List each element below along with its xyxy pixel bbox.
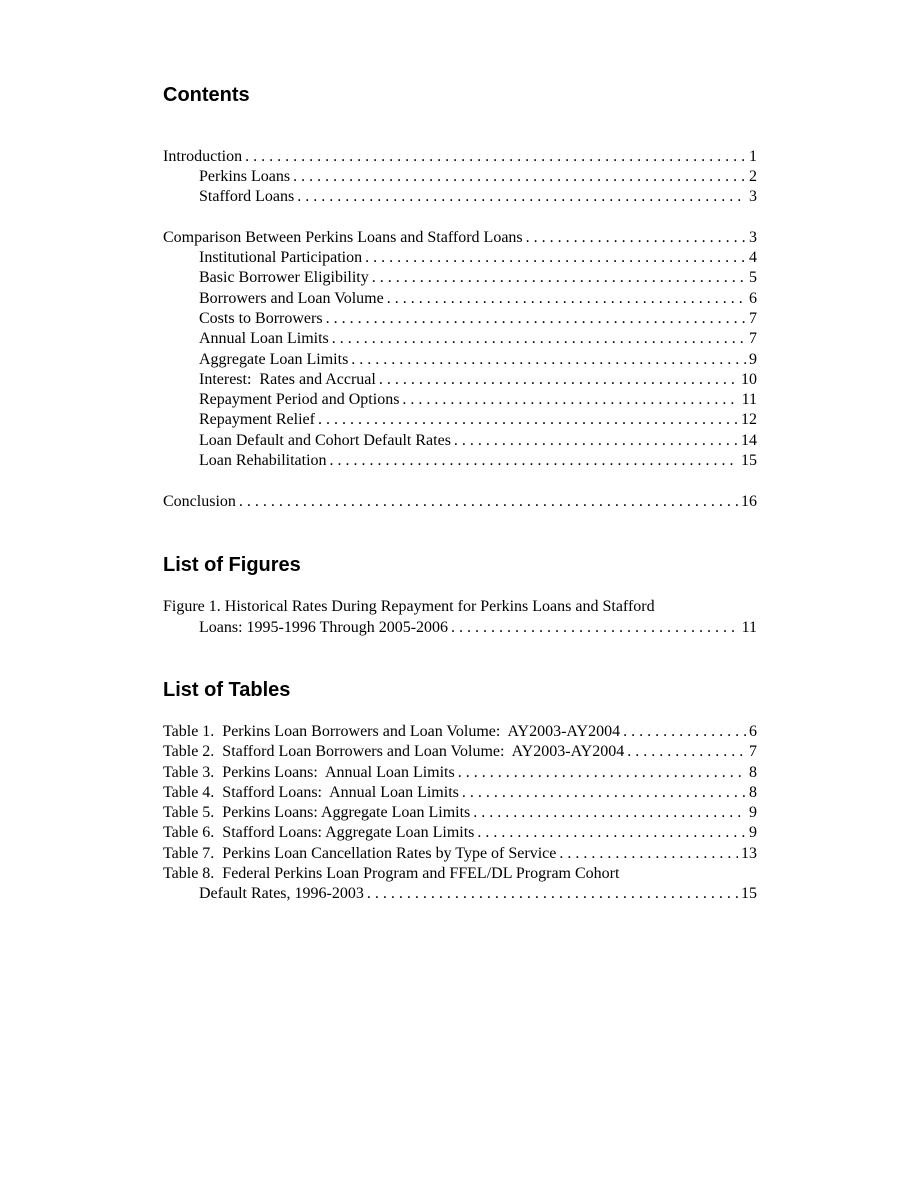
dot-leader — [627, 742, 746, 762]
table-entry-page: 8 — [749, 784, 757, 801]
toc-entry-label: Perkins Loans — [199, 168, 291, 185]
table-entry[interactable] — [199, 884, 757, 904]
toc-entry-label: Institutional Participation — [199, 249, 363, 266]
figure-entry-page: 11 — [741, 619, 757, 636]
toc-entry-page: 5 — [749, 269, 757, 286]
toc-entry[interactable] — [199, 451, 757, 471]
toc-entry-label: Interest: Rates and Accrual — [199, 371, 376, 388]
toc-entry[interactable] — [199, 431, 757, 451]
table-entry-page: 7 — [749, 743, 757, 760]
toc-entry[interactable] — [199, 370, 757, 390]
toc-entry-label: Basic Borrower Eligibility — [199, 269, 369, 286]
figures-heading: List of Figures — [163, 554, 301, 576]
toc-entry-page: 11 — [741, 391, 757, 408]
table-entry-page: 15 — [741, 885, 757, 902]
toc-entry-label: Aggregate Loan Limits — [199, 351, 349, 368]
toc-entry[interactable] — [199, 248, 757, 268]
table-entry[interactable] — [163, 722, 757, 742]
table-entry[interactable] — [163, 844, 757, 864]
toc-entry-page: 4 — [749, 249, 757, 266]
table-entry-label: Default Rates, 1996-2003 — [199, 885, 364, 902]
dot-leader — [402, 390, 738, 410]
toc-entry-page: 14 — [741, 432, 757, 449]
toc-entry[interactable] — [163, 492, 757, 512]
dot-leader — [365, 248, 746, 268]
dot-leader — [387, 289, 746, 309]
dot-leader — [462, 783, 746, 803]
table-entry-label: Table 3. Perkins Loans: Annual Loan Limits — [163, 764, 455, 781]
dot-leader — [367, 884, 738, 904]
toc-entry-label: Conclusion — [163, 493, 236, 510]
figure-entry-label: Loans: 1995-1996 Through 2005-2006 — [199, 619, 449, 636]
dot-leader — [372, 268, 746, 288]
toc-entry-label: Loan Default and Cohort Default Rates — [199, 432, 451, 449]
toc-entry-label: Borrowers and Loan Volume — [199, 290, 384, 307]
table-entry[interactable] — [163, 763, 757, 783]
dot-leader — [330, 451, 738, 471]
table-entry-label: Table 7. Perkins Loan Cancellation Rates by Type of Service — [163, 845, 557, 862]
table-entry-label: Table 2. Stafford Loan Borrowers and Loan Volume: AY2003-AY2004 — [163, 743, 625, 760]
table-entry[interactable] — [163, 783, 757, 803]
toc-entry-page: 2 — [749, 168, 757, 185]
table-entry-page: 9 — [749, 804, 757, 821]
dot-leader — [326, 309, 746, 329]
dot-leader — [245, 147, 746, 167]
toc-entry[interactable] — [199, 410, 757, 430]
figure-entry-line1[interactable]: Figure 1. Historical Rates During Repayment for Perkins Loans and Stafford — [163, 598, 655, 615]
toc-entry-label: Stafford Loans — [199, 188, 295, 205]
contents-heading: Contents — [163, 84, 250, 106]
toc-entry[interactable] — [199, 268, 757, 288]
dot-leader — [559, 844, 738, 864]
toc-entry-page: 12 — [741, 411, 757, 428]
dot-leader — [297, 187, 746, 207]
dot-leader — [526, 228, 746, 248]
dot-leader — [451, 618, 739, 638]
toc-entry[interactable] — [199, 390, 757, 410]
toc-entry-label: Loan Rehabilitation — [199, 452, 327, 469]
toc-entry-page: 16 — [741, 493, 757, 510]
table-entry[interactable] — [163, 742, 757, 762]
table-entry-page: 6 — [749, 723, 757, 740]
toc-entry-page: 7 — [749, 310, 757, 327]
toc-entry-label: Comparison Between Perkins Loans and Stafford Loans — [163, 229, 523, 246]
toc-entry-label: Annual Loan Limits — [199, 330, 329, 347]
toc-entry[interactable] — [199, 309, 757, 329]
toc-entry-page: 1 — [749, 148, 757, 165]
table-entry-line1[interactable]: Table 8. Federal Perkins Loan Program and FFEL/DL Program Cohort — [163, 865, 620, 882]
dot-leader — [293, 167, 746, 187]
toc-entry-label: Repayment Relief — [199, 411, 315, 428]
table-entry-label: Table 5. Perkins Loans: Aggregate Loan Limits — [163, 804, 471, 821]
toc-entry[interactable] — [199, 350, 757, 370]
toc-entry[interactable] — [199, 289, 757, 309]
toc-entry[interactable] — [199, 167, 757, 187]
dot-leader — [458, 763, 746, 783]
dot-leader — [379, 370, 738, 390]
table-entry[interactable] — [163, 803, 757, 823]
toc-entry-label: Repayment Period and Options — [199, 391, 400, 408]
dot-leader — [332, 329, 746, 349]
table-entry-page: 13 — [741, 845, 757, 862]
toc-entry-page: 7 — [749, 330, 757, 347]
toc-entry-page: 15 — [741, 452, 757, 469]
table-entry-label: Table 4. Stafford Loans: Annual Loan Limits — [163, 784, 459, 801]
toc-entry-page: 3 — [749, 229, 757, 246]
table-entry-page: 9 — [749, 824, 757, 841]
table-entry-label: Table 1. Perkins Loan Borrowers and Loan Volume: AY2003-AY2004 — [163, 723, 621, 740]
tables-heading: List of Tables — [163, 679, 291, 701]
figure-entry[interactable] — [199, 618, 757, 638]
dot-leader — [454, 431, 738, 451]
toc-entry[interactable] — [163, 147, 757, 167]
table-entry-page: 8 — [749, 764, 757, 781]
toc-entry-page: 10 — [741, 371, 757, 388]
toc-entry-page: 9 — [749, 351, 757, 368]
dot-leader — [318, 410, 738, 430]
toc-entry-label: Costs to Borrowers — [199, 310, 323, 327]
toc-entry[interactable] — [199, 187, 757, 207]
table-entry[interactable] — [163, 823, 757, 843]
toc-entry-label: Introduction — [163, 148, 243, 165]
toc-entry-page: 6 — [749, 290, 757, 307]
toc-entry[interactable] — [199, 329, 757, 349]
table-entry-label: Table 6. Stafford Loans: Aggregate Loan Limits — [163, 824, 475, 841]
dot-leader — [623, 722, 746, 742]
dot-leader — [239, 492, 738, 512]
dot-leader — [473, 803, 746, 823]
dot-leader — [351, 350, 746, 370]
toc-entry-page: 3 — [749, 188, 757, 205]
toc-entry[interactable] — [163, 228, 757, 248]
dot-leader — [477, 823, 746, 843]
